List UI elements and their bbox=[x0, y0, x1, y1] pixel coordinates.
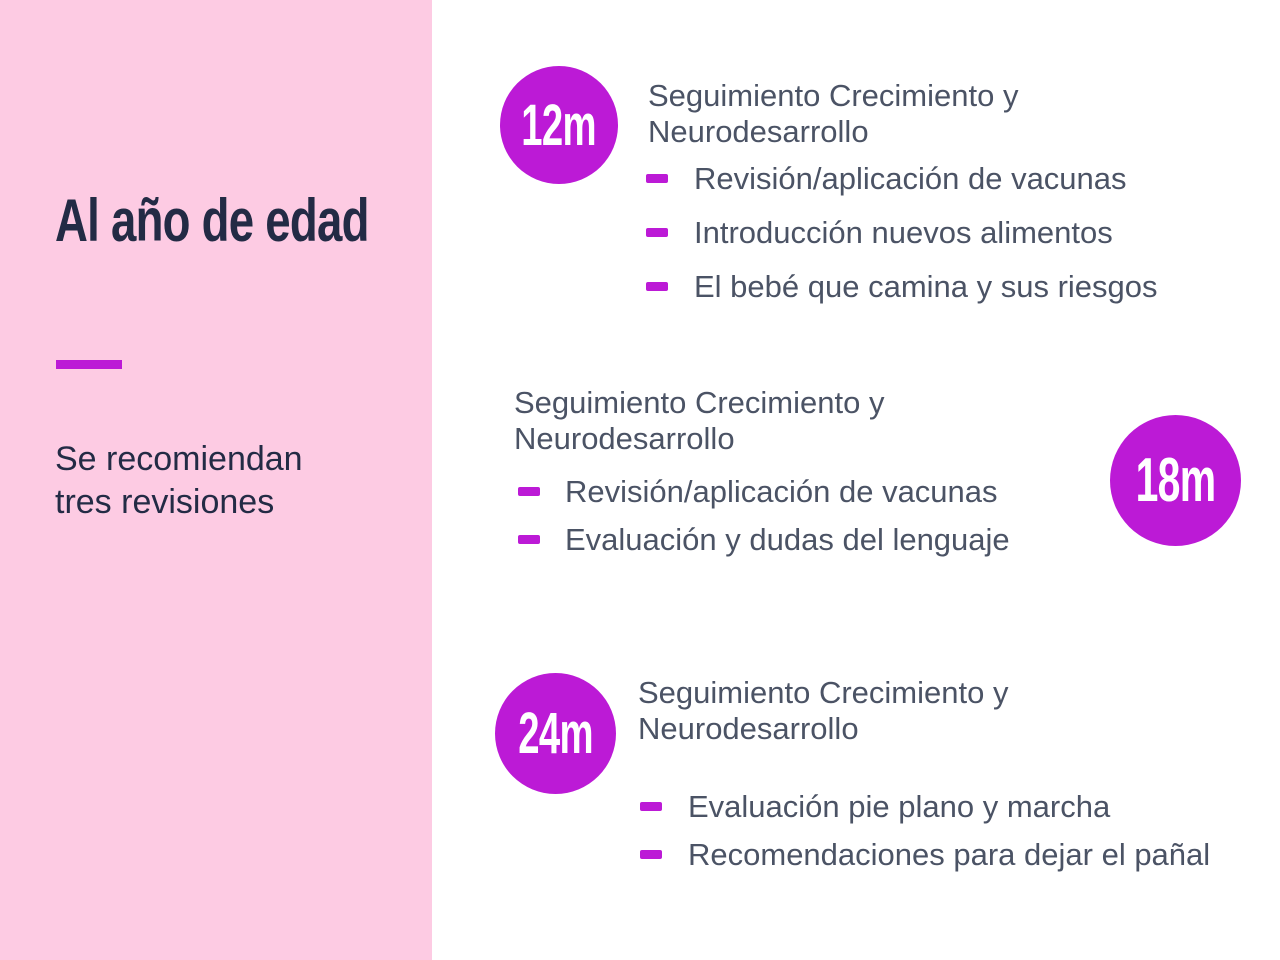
title-accent-rule bbox=[56, 360, 122, 369]
bullet-text: Revisión/aplicación de vacunas bbox=[565, 474, 998, 509]
sidebar-panel bbox=[0, 0, 432, 960]
age-badge-18m bbox=[1110, 415, 1241, 546]
bullet-dash-icon bbox=[518, 535, 540, 544]
section-heading: Seguimiento Crecimiento y Neurodesarrollo bbox=[514, 385, 885, 457]
list-item bbox=[518, 521, 1010, 558]
bullet-text: El bebé que camina y sus riesgos bbox=[694, 269, 1158, 304]
bullet-dash-icon bbox=[518, 487, 540, 496]
age-badge-24m bbox=[495, 673, 616, 794]
bullet-list bbox=[640, 788, 1210, 884]
bullet-dash-icon bbox=[646, 282, 668, 291]
bullet-text: Revisión/aplicación de vacunas bbox=[694, 161, 1127, 196]
bullet-text: Introducción nuevos alimentos bbox=[694, 215, 1113, 250]
bullet-dash-icon bbox=[640, 802, 662, 811]
bullet-text: Recomendaciones para dejar el pañal bbox=[688, 837, 1211, 872]
bullet-dash-icon bbox=[640, 850, 662, 859]
list-item bbox=[646, 268, 1158, 305]
list-item bbox=[646, 214, 1158, 251]
age-badge-label: 12m bbox=[521, 92, 597, 158]
bullet-list bbox=[646, 160, 1158, 322]
age-badge-label: 18m bbox=[1135, 446, 1216, 515]
slide-subtitle: Se recomiendan tres revisiones bbox=[55, 440, 303, 521]
list-item bbox=[518, 473, 1010, 510]
bullet-text: Evaluación y dudas del lenguaje bbox=[565, 522, 1010, 557]
bullet-dash-icon bbox=[646, 174, 668, 183]
age-badge-label: 24m bbox=[518, 701, 593, 766]
list-item bbox=[646, 160, 1158, 197]
section-heading: Seguimiento Crecimiento y Neurodesarrollo bbox=[638, 675, 1009, 747]
list-item bbox=[640, 788, 1210, 825]
age-badge-12m bbox=[500, 66, 618, 184]
slide-title: Al año de edad bbox=[55, 187, 369, 254]
section-heading: Seguimiento Crecimiento y Neurodesarrollo bbox=[648, 78, 1019, 150]
bullet-text: Evaluación pie plano y marcha bbox=[688, 789, 1111, 824]
bullet-dash-icon bbox=[646, 228, 668, 237]
list-item bbox=[640, 836, 1210, 873]
bullet-list bbox=[518, 473, 1010, 569]
